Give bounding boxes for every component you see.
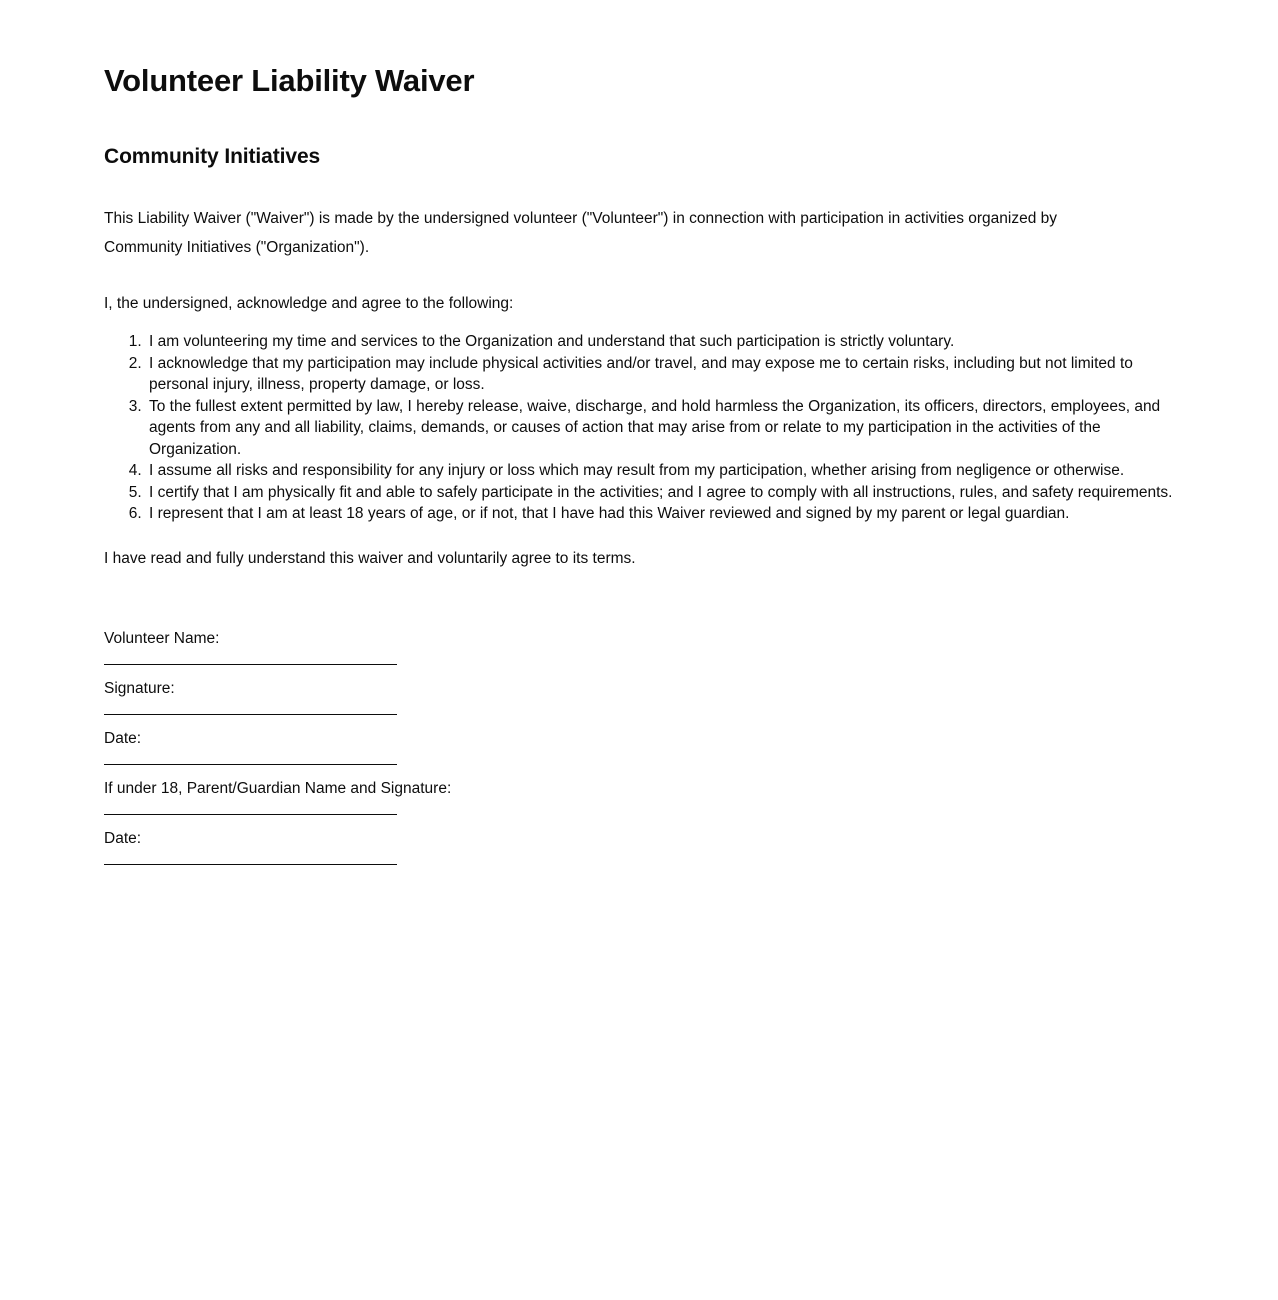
guardian-date-field bbox=[104, 824, 397, 865]
list-item: 5. I certify that I am physically fit and able to safely participate in the activities; and I agree to comply with all instructions, rules, and safety requirements. bbox=[146, 482, 1174, 504]
page-title: Volunteer Liability Waiver bbox=[104, 63, 475, 98]
guardian-signature-label: If under 18, Parent/Guardian Name and Signature: bbox=[104, 779, 452, 797]
closing-statement: I have read and fully understand this waiver and voluntarily agree to its terms. bbox=[104, 549, 636, 567]
guardian-date-label: Date: bbox=[104, 829, 142, 847]
date-field bbox=[104, 724, 397, 765]
date-label: Date: bbox=[104, 729, 142, 747]
acknowledgement-lead: I, the undersigned, acknowledge and agree to the following: bbox=[104, 295, 514, 313]
signature-label: Signature: bbox=[104, 679, 175, 697]
volunteer-name-label: Volunteer Name: bbox=[104, 629, 220, 647]
volunteer-name-rule[interactable] bbox=[104, 664, 397, 665]
intro-paragraph: This Liability Waiver ("Waiver") is made by the undersigned volunteer ("Volunteer") in connection with participation in activities organized by Community Initiatives ("Organization"). bbox=[104, 210, 1058, 257]
list-item: 2. I acknowledge that my participation may include physical activities and/or travel, and may expose me to certain risks, including but not limited to personal injury, illness, property damage, or loss. bbox=[146, 353, 1174, 396]
date-rule[interactable] bbox=[104, 764, 397, 765]
list-item: 3. To the fullest extent permitted by law, I hereby release, waive, discharge, and hold harmless the Organization, its officers, directors, employees, and agents from any and all liability, claims, demands, or causes of action that may arise from or relate to my participation in the activities of the Organization. bbox=[146, 396, 1174, 461]
organization-heading: Community Initiatives bbox=[104, 144, 321, 168]
guardian-signature-rule[interactable] bbox=[104, 814, 397, 815]
list-item: 6. I represent that I am at least 18 years of age, or if not, that I have had this Waiver reviewed and signed by my parent or legal guardian. bbox=[146, 503, 1174, 525]
guardian-date-rule[interactable] bbox=[104, 864, 397, 865]
terms-list bbox=[104, 331, 1174, 525]
volunteer-name-field bbox=[104, 624, 397, 665]
list-item: 4. I assume all risks and responsibility for any injury or loss which may result from my participation, whether arising from negligence or otherwise. bbox=[146, 460, 1174, 482]
list-item: 1. I am volunteering my time and services to the Organization and understand that such participation is strictly voluntary. bbox=[146, 331, 1174, 353]
signature-rule[interactable] bbox=[104, 714, 397, 715]
signature-block bbox=[104, 624, 1174, 865]
guardian-signature-field bbox=[104, 774, 452, 815]
signature-field bbox=[104, 674, 397, 715]
